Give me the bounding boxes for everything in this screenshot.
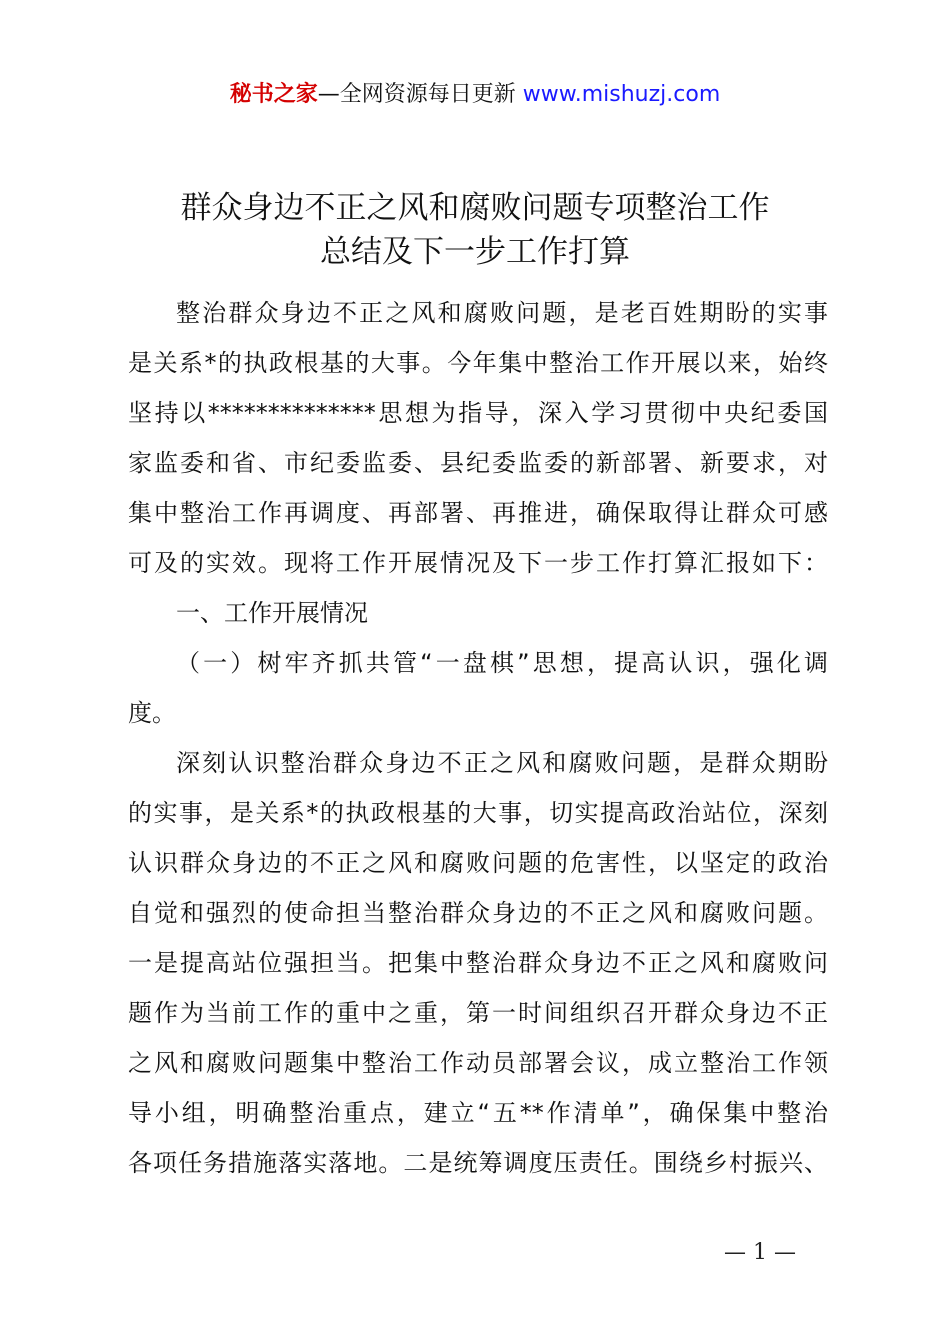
subsection-heading: （一）树牢齐抓共管“一盘棋”思想，提高认识，强化调 (176, 649, 828, 677)
document-body (128, 288, 828, 1188)
body-line: 整治群众身边不正之风和腐败问题，是老百姓期盼的实事 (176, 299, 828, 327)
body-line: 一是提高站位强担当。把集中整治群众身边不正之风和腐败问 (128, 949, 828, 977)
body-line: 深刻认识整治群众身边不正之风和腐败问题，是群众期盼 (176, 749, 828, 777)
body-line: 导小组，明确整治重点，建立“五**作清单”，确保集中整治 (128, 1099, 828, 1127)
header-url[interactable]: www.mishuzj.com (522, 82, 721, 107)
brand-name: 秘书之家 (229, 82, 318, 107)
body-line: 各项任务措施落实落地。二是统筹调度压责任。围绕乡村振兴、 (128, 1149, 828, 1177)
body-line: 的实事，是关系*的执政根基的大事，切实提高政治站位，深刻 (128, 799, 828, 827)
title-line-1: 群众身边不正之风和腐败问题专项整治工作 (180, 190, 770, 226)
header-tagline: —全网资源每日更新 (317, 82, 523, 107)
body-line: 之风和腐败问题集中整治工作动员部署会议，成立整治工作领 (128, 1049, 828, 1077)
body-line: 可及的实效。现将工作开展情况及下一步工作打算汇报如下： (128, 549, 828, 577)
section-heading: 一、工作开展情况 (176, 599, 368, 627)
body-line: 集中整治工作再调度、再部署、再推进，确保取得让群众可感 (128, 499, 828, 527)
body-line: 自觉和强烈的使命担当整治群众身边的不正之风和腐败问题。 (128, 899, 828, 927)
document-title (0, 186, 950, 274)
site-header (0, 80, 950, 110)
title-line-2: 总结及下一步工作打算 (320, 234, 630, 270)
body-line: 是关系*的执政根基的大事。今年集中整治工作开展以来，始终 (128, 349, 828, 377)
body-line: 题作为当前工作的重中之重，第一时间组织召开群众身边不正 (128, 999, 828, 1027)
body-line: 坚持以**************思想为指导，深入学习贯彻中央纪委国 (128, 399, 828, 427)
subsection-heading-end: 度。 (128, 699, 176, 727)
body-line: 家监委和省、市纪委监委、县纪委监委的新部署、新要求，对 (128, 449, 828, 477)
body-line: 认识群众身边的不正之风和腐败问题的危害性，以坚定的政治 (128, 849, 828, 877)
page-number: — 1 — (724, 1240, 796, 1265)
